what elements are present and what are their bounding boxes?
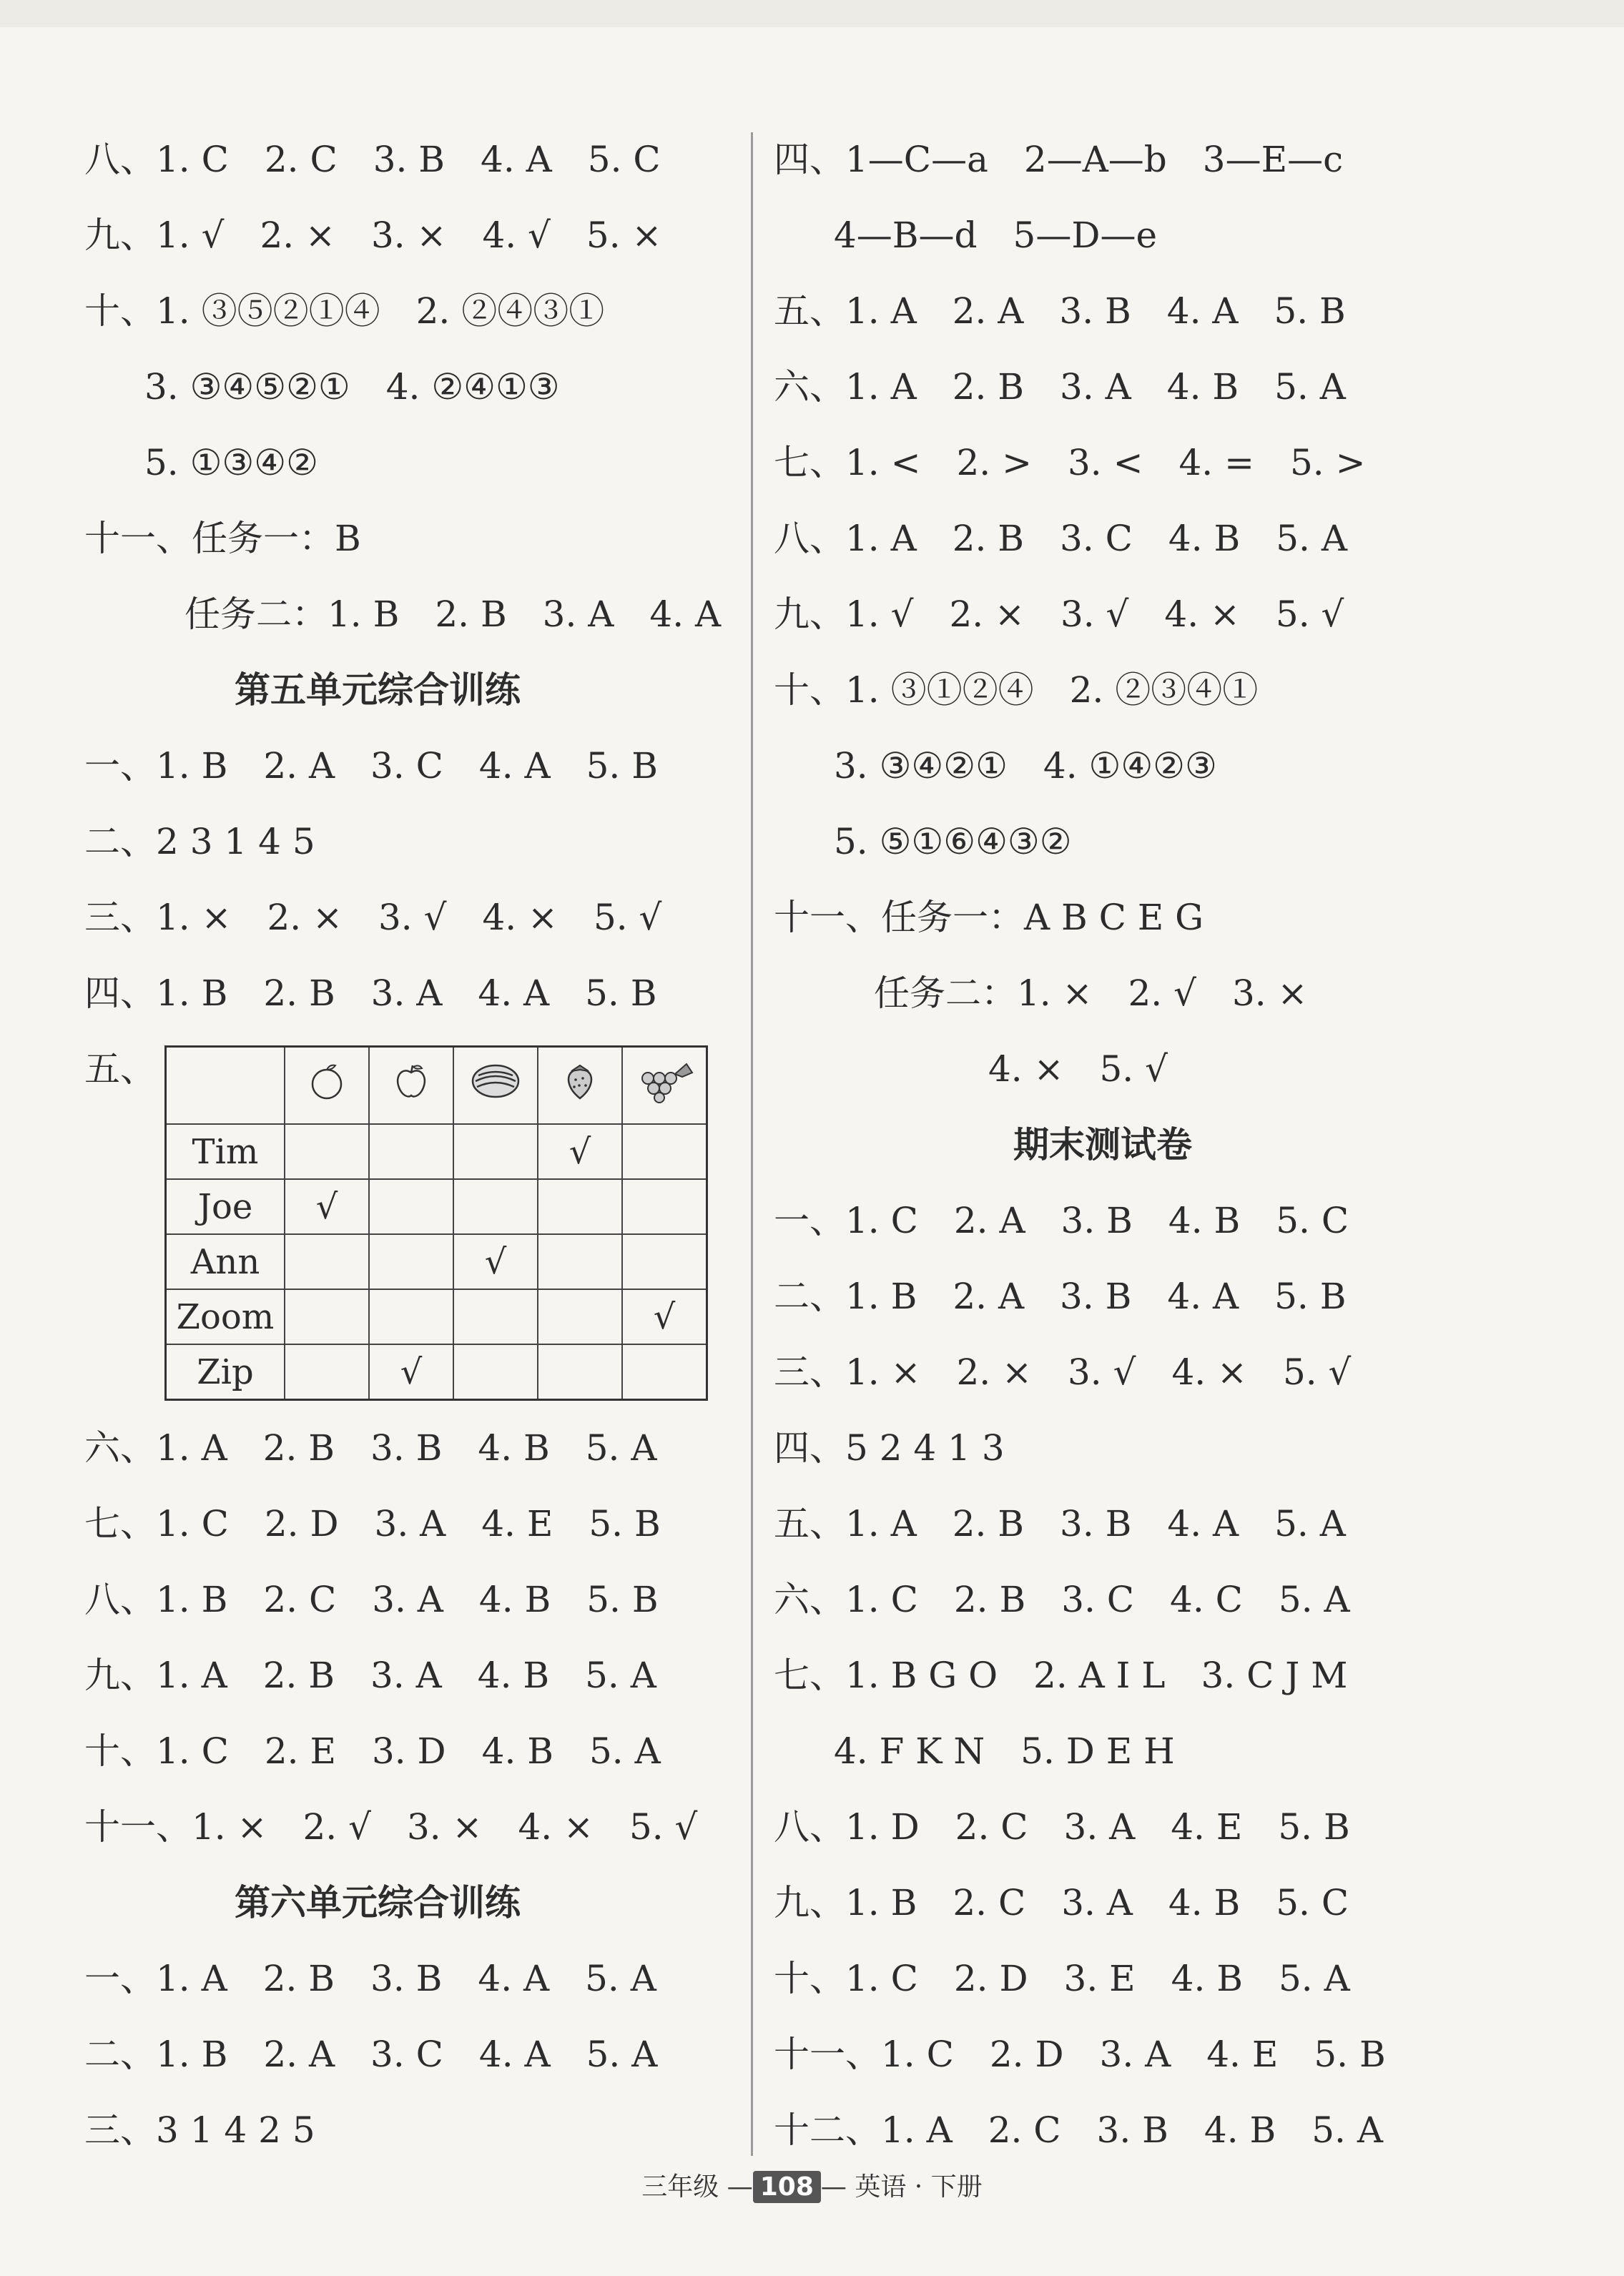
scan-top-edge xyxy=(0,0,1624,27)
answer-line: 五、1. A 2. A 3. B 4. A 5. B xyxy=(774,290,1346,332)
footer-subject: 英语 · 下册 xyxy=(855,2172,983,2202)
fruit-table-section xyxy=(84,1031,728,1410)
answer-line: 十、1. ③⑤②①④ 2. ②④③① xyxy=(84,290,605,332)
mark-cell xyxy=(369,1234,453,1289)
section-heading: 第五单元综合训练 xyxy=(235,669,521,711)
footer-grade: 三年级 xyxy=(641,2172,719,2202)
answer-line: 三、3 1 4 2 5 xyxy=(84,2109,315,2151)
page-number: 108 xyxy=(753,2171,821,2203)
mark-cell: √ xyxy=(538,1124,622,1179)
left-answers-bottom xyxy=(84,1410,728,2168)
mark-cell xyxy=(538,1234,622,1289)
answer-line: 八、1. A 2. B 3. C 4. B 5. A xyxy=(774,518,1347,559)
fruit-header-cell xyxy=(285,1047,369,1125)
answer-line: 4—B—d 5—D—e xyxy=(834,215,1158,256)
mark-cell xyxy=(622,1344,707,1400)
mark-cell xyxy=(538,1289,622,1344)
answer-line: 四、1—C—a 2—A—b 3—E—c xyxy=(774,139,1344,180)
orange-icon xyxy=(305,1060,348,1111)
table-row xyxy=(166,1344,707,1400)
table-row xyxy=(166,1289,707,1344)
mark-cell xyxy=(622,1124,707,1179)
mark-cell xyxy=(538,1344,622,1400)
answer-line: 八、1. C 2. C 3. B 4. A 5. C xyxy=(84,139,661,180)
answer-line: 八、1. D 2. C 3. A 4. E 5. B xyxy=(774,1806,1350,1848)
table-header-row xyxy=(166,1047,707,1125)
fruit-header-cell xyxy=(453,1047,538,1125)
answer-line: 五、1. A 2. B 3. B 4. A 5. A xyxy=(774,1503,1346,1545)
mark-cell xyxy=(369,1289,453,1344)
strawberry-icon xyxy=(558,1060,601,1111)
answer-line: 十一、1. × 2. √ 3. × 4. × 5. √ xyxy=(84,1806,698,1848)
answer-line: 二、2 3 1 4 5 xyxy=(84,821,315,862)
answer-line: 十一、任务一：A B C E G xyxy=(774,897,1204,938)
mark-cell xyxy=(285,1234,369,1289)
answer-line: 七、1. B G O 2. A I L 3. C J M xyxy=(774,1655,1348,1696)
answer-line: 四、5 2 4 1 3 xyxy=(774,1427,1005,1469)
answer-line: 九、1. B 2. C 3. A 4. B 5. C xyxy=(774,1882,1349,1923)
answer-line: 三、1. × 2. × 3. √ 4. × 5. √ xyxy=(774,1351,1352,1393)
row-name-cell: Zip xyxy=(166,1344,285,1400)
section-heading: 第六单元综合训练 xyxy=(235,1882,521,1923)
mark-cell xyxy=(538,1179,622,1234)
answer-line: 二、1. B 2. A 3. B 4. A 5. B xyxy=(774,1276,1347,1317)
answer-line: 七、1. < 2. > 3. < 4. = 5. > xyxy=(774,442,1366,483)
answer-line: 一、1. C 2. A 3. B 4. B 5. C xyxy=(774,1200,1349,1241)
answer-line: 一、1. B 2. A 3. C 4. A 5. B xyxy=(84,745,658,787)
answer-line: 九、1. A 2. B 3. A 4. B 5. A xyxy=(84,1655,656,1696)
mark-cell xyxy=(285,1124,369,1179)
answer-line: 十、1. C 2. E 3. D 4. B 5. A xyxy=(84,1730,661,1772)
answer-line: 六、1. A 2. B 3. B 4. B 5. A xyxy=(84,1427,657,1469)
answer-line: 5. ⑤①⑥④③② xyxy=(834,821,1072,862)
answer-line: 十一、1. C 2. D 3. A 4. E 5. B xyxy=(774,2034,1386,2075)
mark-cell xyxy=(453,1179,538,1234)
answer-line: 4. F K N 5. D E H xyxy=(834,1730,1175,1772)
answer-line: 九、1. √ 2. × 3. √ 4. × 5. √ xyxy=(774,593,1344,635)
mark-cell xyxy=(622,1179,707,1234)
row-name-cell: Ann xyxy=(166,1234,285,1289)
right-answers xyxy=(774,122,1575,2168)
table-row xyxy=(166,1179,707,1234)
mark-cell xyxy=(453,1124,538,1179)
answer-line: 八、1. B 2. C 3. A 4. B 5. B xyxy=(84,1579,659,1620)
footer-dash-right: — xyxy=(820,2172,847,2202)
answer-line: 任务二：1. × 2. √ 3. × xyxy=(874,972,1308,1014)
fruit-header-cell xyxy=(622,1047,707,1125)
answer-line: 4. × 5. √ xyxy=(988,1048,1168,1090)
mark-cell: √ xyxy=(453,1234,538,1289)
answer-line: 任务二：1. B 2. B 3. A 4. A xyxy=(184,593,722,635)
mark-cell xyxy=(453,1289,538,1344)
mark-cell xyxy=(369,1179,453,1234)
answer-line: 十、1. C 2. D 3. E 4. B 5. A xyxy=(774,1958,1350,1999)
fruit-header-cell xyxy=(538,1047,622,1125)
mark-cell xyxy=(285,1289,369,1344)
mark-cell: √ xyxy=(369,1344,453,1400)
table-row xyxy=(166,1234,707,1289)
section-heading: 期末测试卷 xyxy=(1013,1124,1192,1166)
right-column xyxy=(774,122,1575,2168)
answer-line: 十一、任务一：B xyxy=(84,518,361,559)
answer-line: 3. ③④②① 4. ①④②③ xyxy=(834,745,1217,787)
mark-cell xyxy=(622,1234,707,1289)
page-footer xyxy=(0,2167,1624,2203)
fruit-answer-table xyxy=(164,1045,708,1401)
table-corner-cell xyxy=(166,1047,285,1125)
mark-cell xyxy=(369,1124,453,1179)
row-name-cell: Zoom xyxy=(166,1289,285,1344)
answer-line: 十、1. ③①②④ 2. ②③④① xyxy=(774,669,1259,711)
fruit-header-cell xyxy=(369,1047,453,1125)
mark-cell xyxy=(453,1344,538,1400)
left-column xyxy=(84,122,728,2168)
mark-cell: √ xyxy=(622,1289,707,1344)
apple-icon xyxy=(390,1060,433,1111)
answer-line: 十二、1. A 2. C 3. B 4. B 5. A xyxy=(774,2109,1383,2151)
row-name-cell: Joe xyxy=(166,1179,285,1234)
answer-line: 六、1. C 2. B 3. C 4. C 5. A xyxy=(774,1579,1350,1620)
mark-cell xyxy=(285,1344,369,1400)
answer-line: 5. ①③④② xyxy=(144,442,318,483)
grapes-icon xyxy=(632,1058,697,1113)
answer-line: 二、1. B 2. A 3. C 4. A 5. A xyxy=(84,2034,658,2075)
answer-line: 七、1. C 2. D 3. A 4. E 5. B xyxy=(84,1503,661,1545)
column-divider xyxy=(751,132,753,2156)
table-row xyxy=(166,1124,707,1179)
footer-dash-left: — xyxy=(727,2172,753,2202)
mark-cell: √ xyxy=(285,1179,369,1234)
answer-line: 三、1. × 2. × 3. √ 4. × 5. √ xyxy=(84,897,662,938)
section-label-five: 五、 xyxy=(84,1048,156,1090)
left-answers-top xyxy=(84,122,728,1031)
row-name-cell: Tim xyxy=(166,1124,285,1179)
answer-line: 一、1. A 2. B 3. B 4. A 5. A xyxy=(84,1958,656,1999)
answer-line: 九、1. √ 2. × 3. × 4. √ 5. × xyxy=(84,215,662,256)
answer-line: 六、1. A 2. B 3. A 4. B 5. A xyxy=(774,366,1346,408)
answer-line: 3. ③④⑤②① 4. ②④①③ xyxy=(144,366,560,408)
answer-line: 四、1. B 2. B 3. A 4. A 5. B xyxy=(84,972,657,1014)
watermelon-icon xyxy=(468,1060,523,1111)
